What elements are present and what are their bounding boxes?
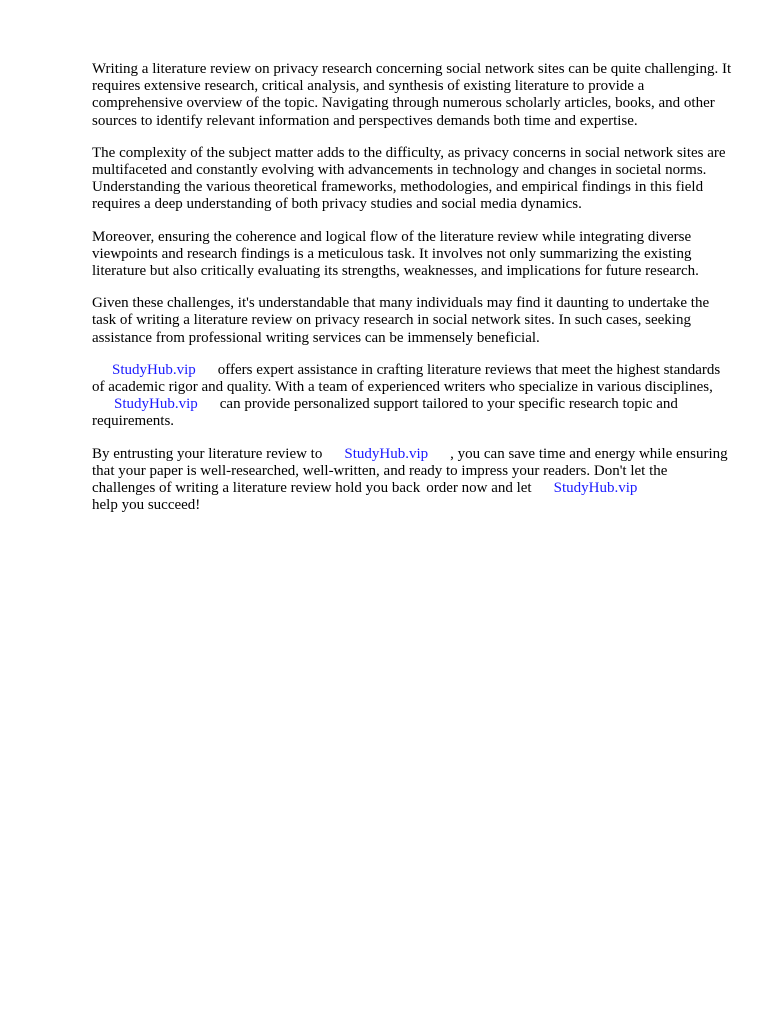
paragraph-coherence: Moreover, ensuring the coherence and logical flow of the literature review while integrating diverse viewpoints and research findings is a meticulous task. It involves not only summarizing the existing literature but also critically evaluating its strengths, weaknesses, and implications for future research. bbox=[92, 228, 699, 280]
paragraph-complexity: The complexity of the subject matter adds to the difficulty, as privacy concerns in social network sites are multifaceted and constantly evolving with advancements in technology and changes in societal norms. Understanding the various theoretical frameworks, methodologies, and empirical findings in this field requires a deep understanding of both privacy studies and social media dynamics. bbox=[92, 144, 726, 213]
paragraph-closing-text-2: , you can save time and energy while ensuring that your paper is well-researched, well-written, and ready to impress your readers. Don't let the challenges of writing a literature review hold you back bbox=[92, 445, 728, 497]
paragraph-closing-text-1: By entrusting your literature review to bbox=[92, 445, 323, 462]
paragraph-offer bbox=[92, 362, 732, 431]
studyhub-link[interactable]: StudyHub.vip bbox=[114, 396, 198, 413]
studyhub-link[interactable]: StudyHub.vip bbox=[344, 445, 429, 462]
paragraph-offer-text-1: offers expert assistance in crafting literature reviews that meet the highest standards of academic rigor and quality. With a team of experienced writers who specialize in various disciplines, bbox=[92, 361, 721, 396]
studyhub-link[interactable]: StudyHub.vip bbox=[112, 361, 196, 378]
paragraph-closing bbox=[92, 446, 732, 515]
paragraph-closing-text-4: help you succeed! bbox=[92, 497, 201, 514]
document-page bbox=[92, 61, 732, 529]
studyhub-link[interactable]: StudyHub.vip bbox=[553, 480, 638, 497]
paragraph-intro: Writing a literature review on privacy research concerning social network sites can be quite challenging. It requires extensive research, critical analysis, and synthesis of existing literature to provide a comprehensive overview of the topic. Navigating through numerous scholarly articles, books, and other sources to identify relevant information and perspectives demands both time and expertise. bbox=[92, 61, 732, 129]
paragraph-challenges: Given these challenges, it's understandable that many individuals may find it daunting to undertake the task of writing a literature review on privacy research in social network sites. In such cases, seeking assistance from professional writing services can be immensely beneficial. bbox=[92, 295, 710, 346]
paragraph-closing-text-3: order now and let bbox=[426, 480, 532, 497]
paragraph-offer-text-2: can provide personalized support tailored to your specific research topic and requirements. bbox=[92, 396, 678, 430]
